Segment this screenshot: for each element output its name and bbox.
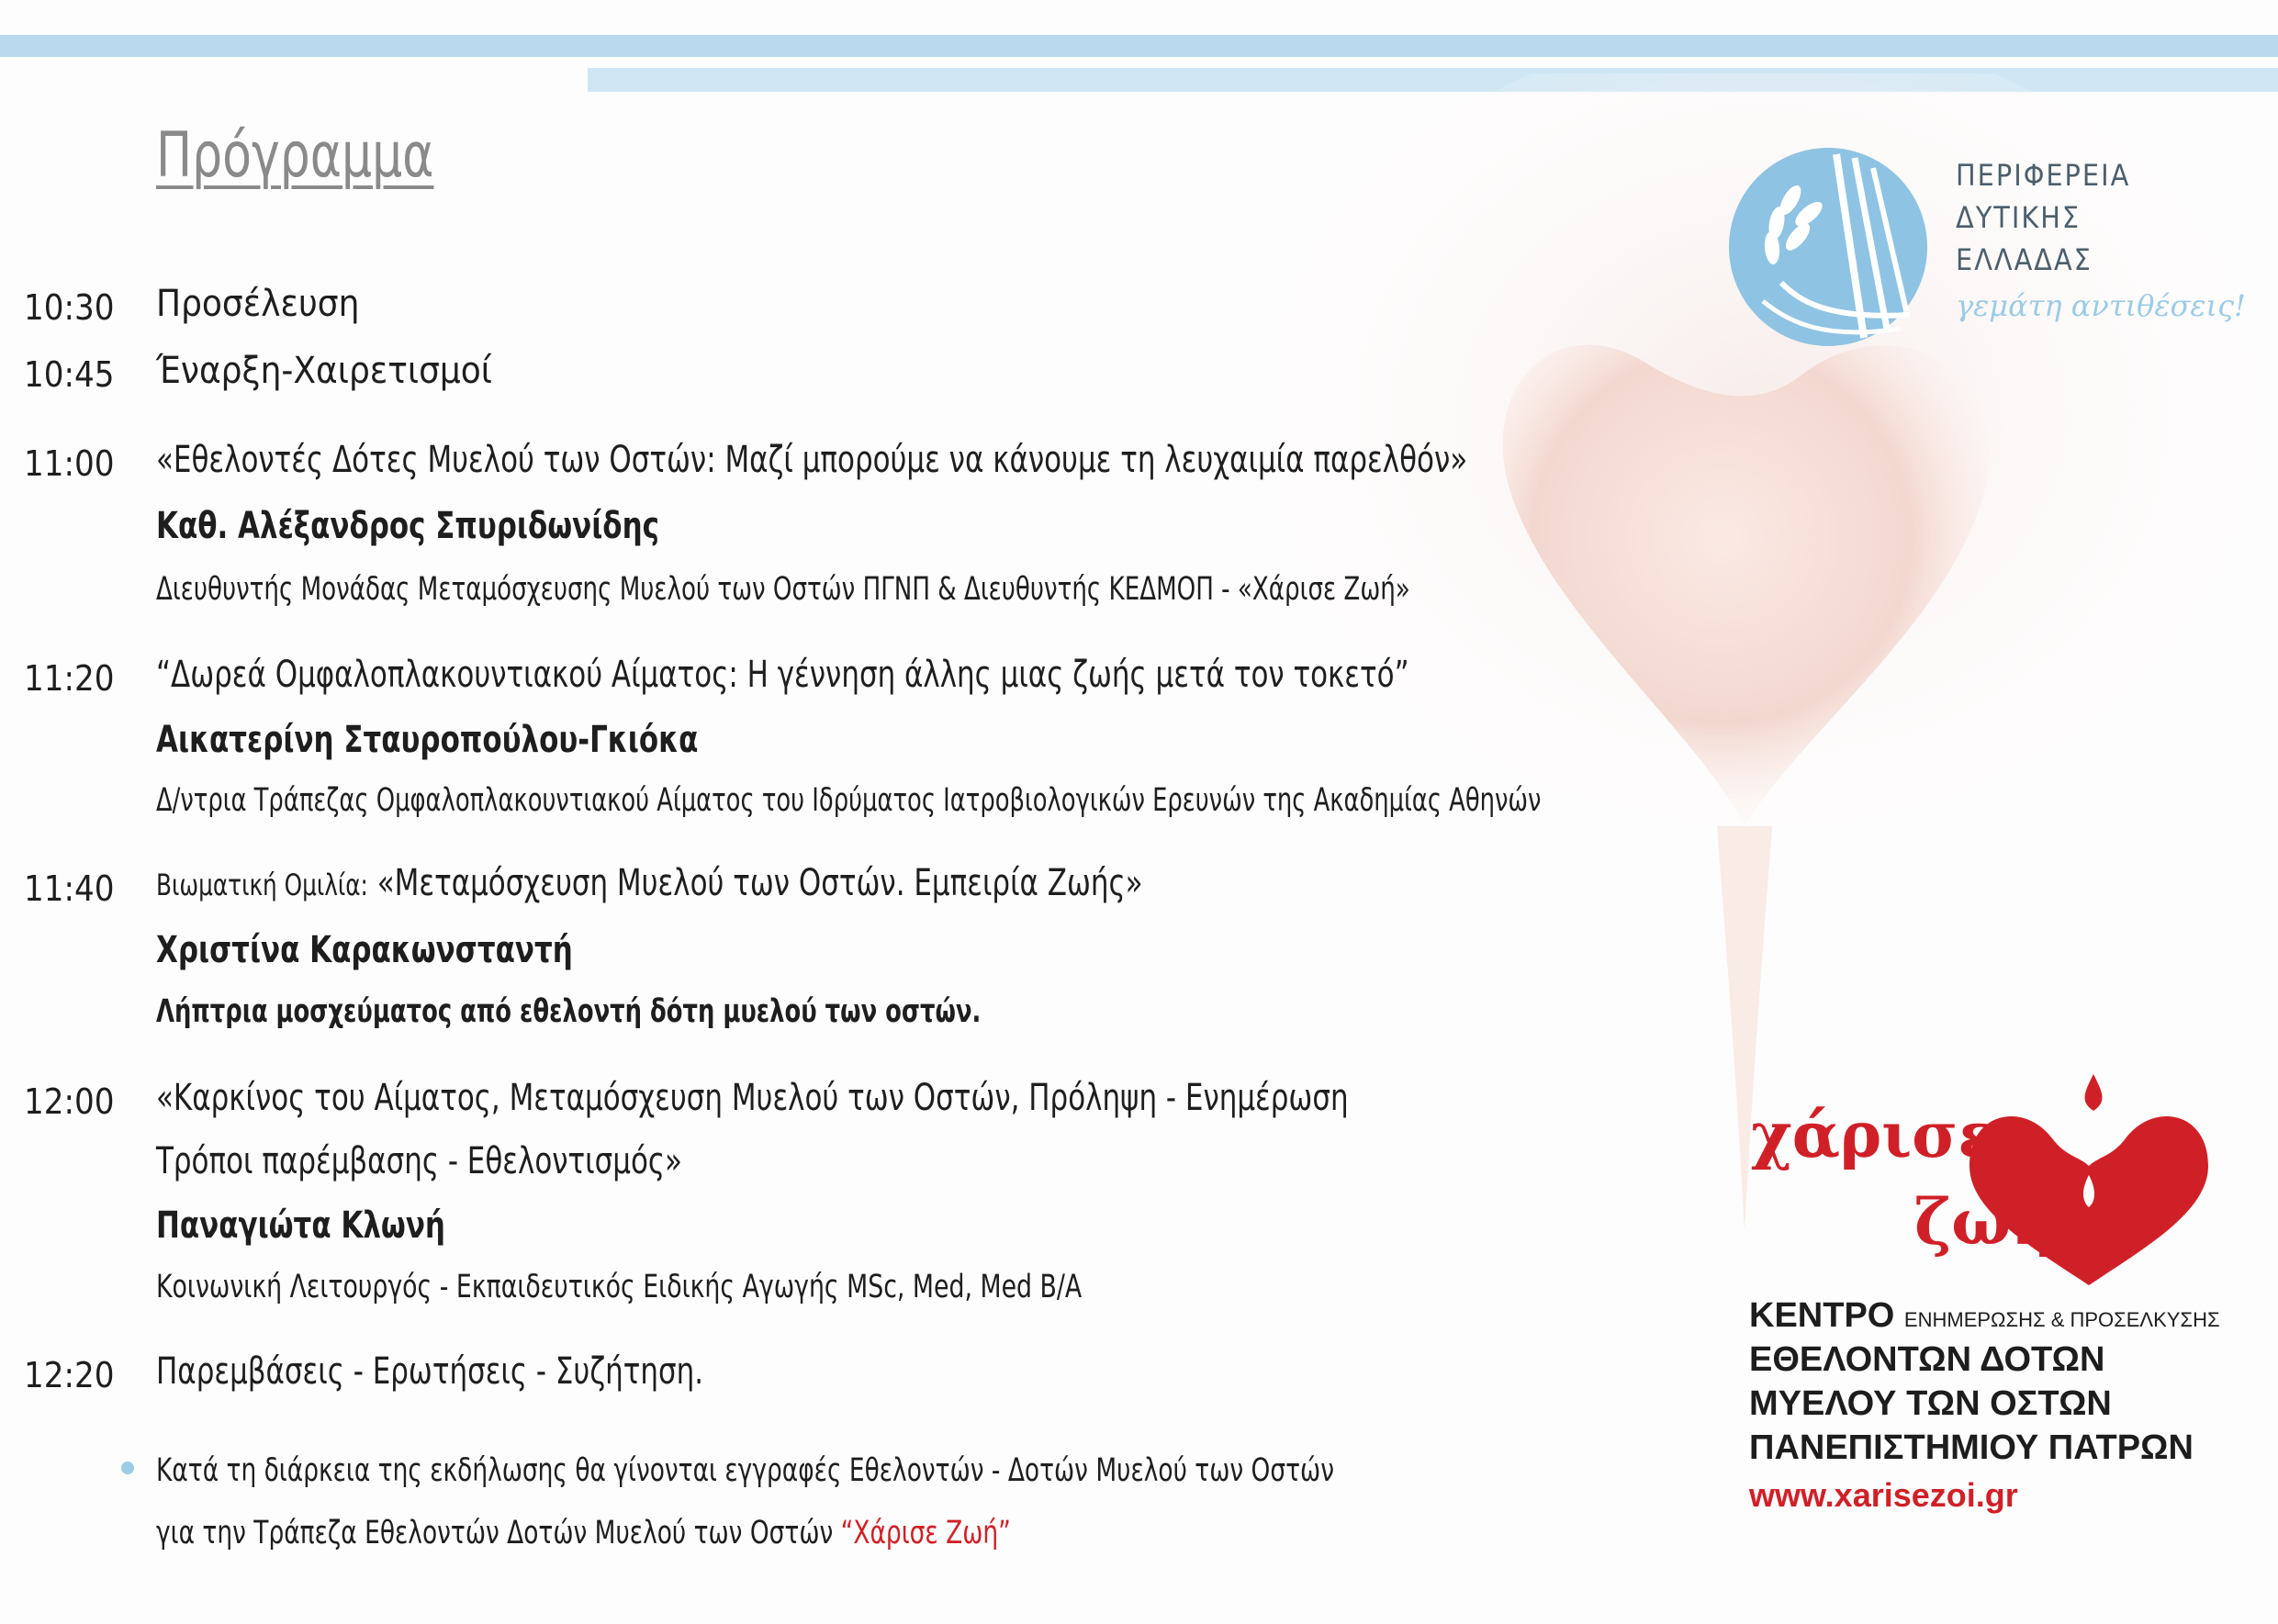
speaker-name: Παναγιώτα Κλωνή (156, 1204, 445, 1247)
center-line3: ΜΥΕΛΟΥ ΤΩΝ ΟΣΤΩΝ (1749, 1384, 2112, 1423)
website-link[interactable]: www.xarisezoi.gr (1749, 1476, 2018, 1514)
talk-prefix: Βιωματική Ομιλία: (156, 868, 368, 902)
item-discussion: Παρεμβάσεις - Ερωτήσεις - Συζήτηση. (156, 1350, 704, 1393)
time-1140: 11:40 (24, 868, 115, 909)
talk-title: «Καρκίνος του Αίματος, Μεταμόσχευση Μυελού των Οστών, Πρόληψη - Ενημέρωση (156, 1077, 1349, 1119)
item-arrival: Προσέλευση (156, 283, 360, 325)
time-1100: 11:00 (24, 443, 115, 484)
talk-title: “Δωρεά Ομφαλοπλακουντιακού Αίματος: Η γέννηση άλλης μιας ζωής μετά τον τοκετό” (156, 654, 1409, 696)
registration-note-line2 (156, 1515, 1011, 1551)
logo-word2: ζωή (1914, 1186, 2057, 1260)
speaker-role: Κοινωνική Λειτουργός - Εκπαιδευτικός Ειδικής Αγωγής MSc, Med, Med B/A (156, 1269, 1083, 1305)
speaker-name: Αικατερίνη Σταυροπούλου-Γκιόκα (156, 719, 699, 761)
center-line1 (1749, 1296, 2220, 1336)
speaker-role: Διευθυντής Μονάδας Μεταμόσχευσης Μυελού των Οστών ΠΓΝΠ & Διευθυντής ΚΕΔΜΟΠ - «Χάρισε Ζωή» (156, 571, 1410, 608)
center-line2: ΕΘΕΛΟΝΤΩΝ ΔΟΤΩΝ (1749, 1340, 2105, 1379)
region-name-line3: ΕΛΛΑΔΑΣ (1956, 242, 2093, 277)
region-slogan: γεμάτη αντιθέσεις! (1956, 288, 2246, 323)
registration-note-line1: Κατά τη διάρκεια της εκδήλωσης θα γίνονται εγγραφές Εθελοντών - Δοτών Μυελού των Οστών (156, 1452, 1334, 1489)
speaker-role: Δ/ντρια Τράπεζας Ομφαλοπλακουντιακού Αίματος του Ιδρύματος Ιατροβιολογικών Ερευνών της Ακαδημίας Αθηνών (156, 782, 1542, 819)
top-stripe (0, 35, 2278, 57)
talk-title: «Εθελοντές Δότες Μυελού των Οστών: Μαζί μπορούμε να κάνουμε τη λευχαιμία παρελθόν» (156, 439, 1468, 481)
region-name-line2: ΔΥΤΙΚΗΣ (1956, 200, 2082, 235)
talk-title-continued: Τρόποι παρέμβασης - Εθελοντισμός» (156, 1140, 682, 1182)
time-1045: 10:45 (24, 354, 115, 395)
time-1200: 12:00 (24, 1081, 115, 1122)
registration-note-text: για την Τράπεζα Εθελοντών Δοτών Μυελού των Οστών (156, 1515, 834, 1551)
logo-word1: χάρισε (1751, 1099, 1996, 1172)
speaker-name: Χριστίνα Καρακωνσταντή (156, 929, 573, 971)
charisezoi-logo (1740, 1065, 2254, 1285)
center-line1-small: ΕΝΗΜΕΡΩΣΗΣ & ΠΡΟΣΕΛΚΥΣΗΣ (1903, 1308, 2220, 1331)
item-opening: Έναρξη-Χαιρετισμοί (156, 350, 492, 392)
page-title: Πρόγραμμα (156, 119, 434, 192)
center-line1-big: ΚΕΝΤΡΟ (1749, 1296, 1895, 1335)
registration-note-highlight: “Χάρισε Ζωή” (840, 1515, 1011, 1551)
bullet-icon (121, 1462, 134, 1474)
region-emblem-icon (1726, 145, 1930, 349)
talk-title: «Μεταμόσχευση Μυελού των Οστών. Εμπειρία Ζωής» (376, 862, 1143, 904)
time-1120: 11:20 (24, 658, 115, 699)
time-1220: 12:20 (24, 1355, 115, 1395)
speaker-role: Λήπτρια μοσχεύματος από εθελοντή δότη μυελού των οστών. (156, 993, 982, 1030)
center-line4: ΠΑΝΕΠΙΣΤΗΜΙΟΥ ΠΑΤΡΩΝ (1749, 1428, 2194, 1467)
talk-title-line (156, 862, 1143, 904)
time-1030: 10:30 (24, 287, 115, 328)
region-name-line1: ΠΕΡΙΦΕΡΕΙΑ (1956, 158, 2131, 193)
speaker-name: Καθ. Αλέξανδρος Σπυριδωνίδης (156, 505, 659, 547)
